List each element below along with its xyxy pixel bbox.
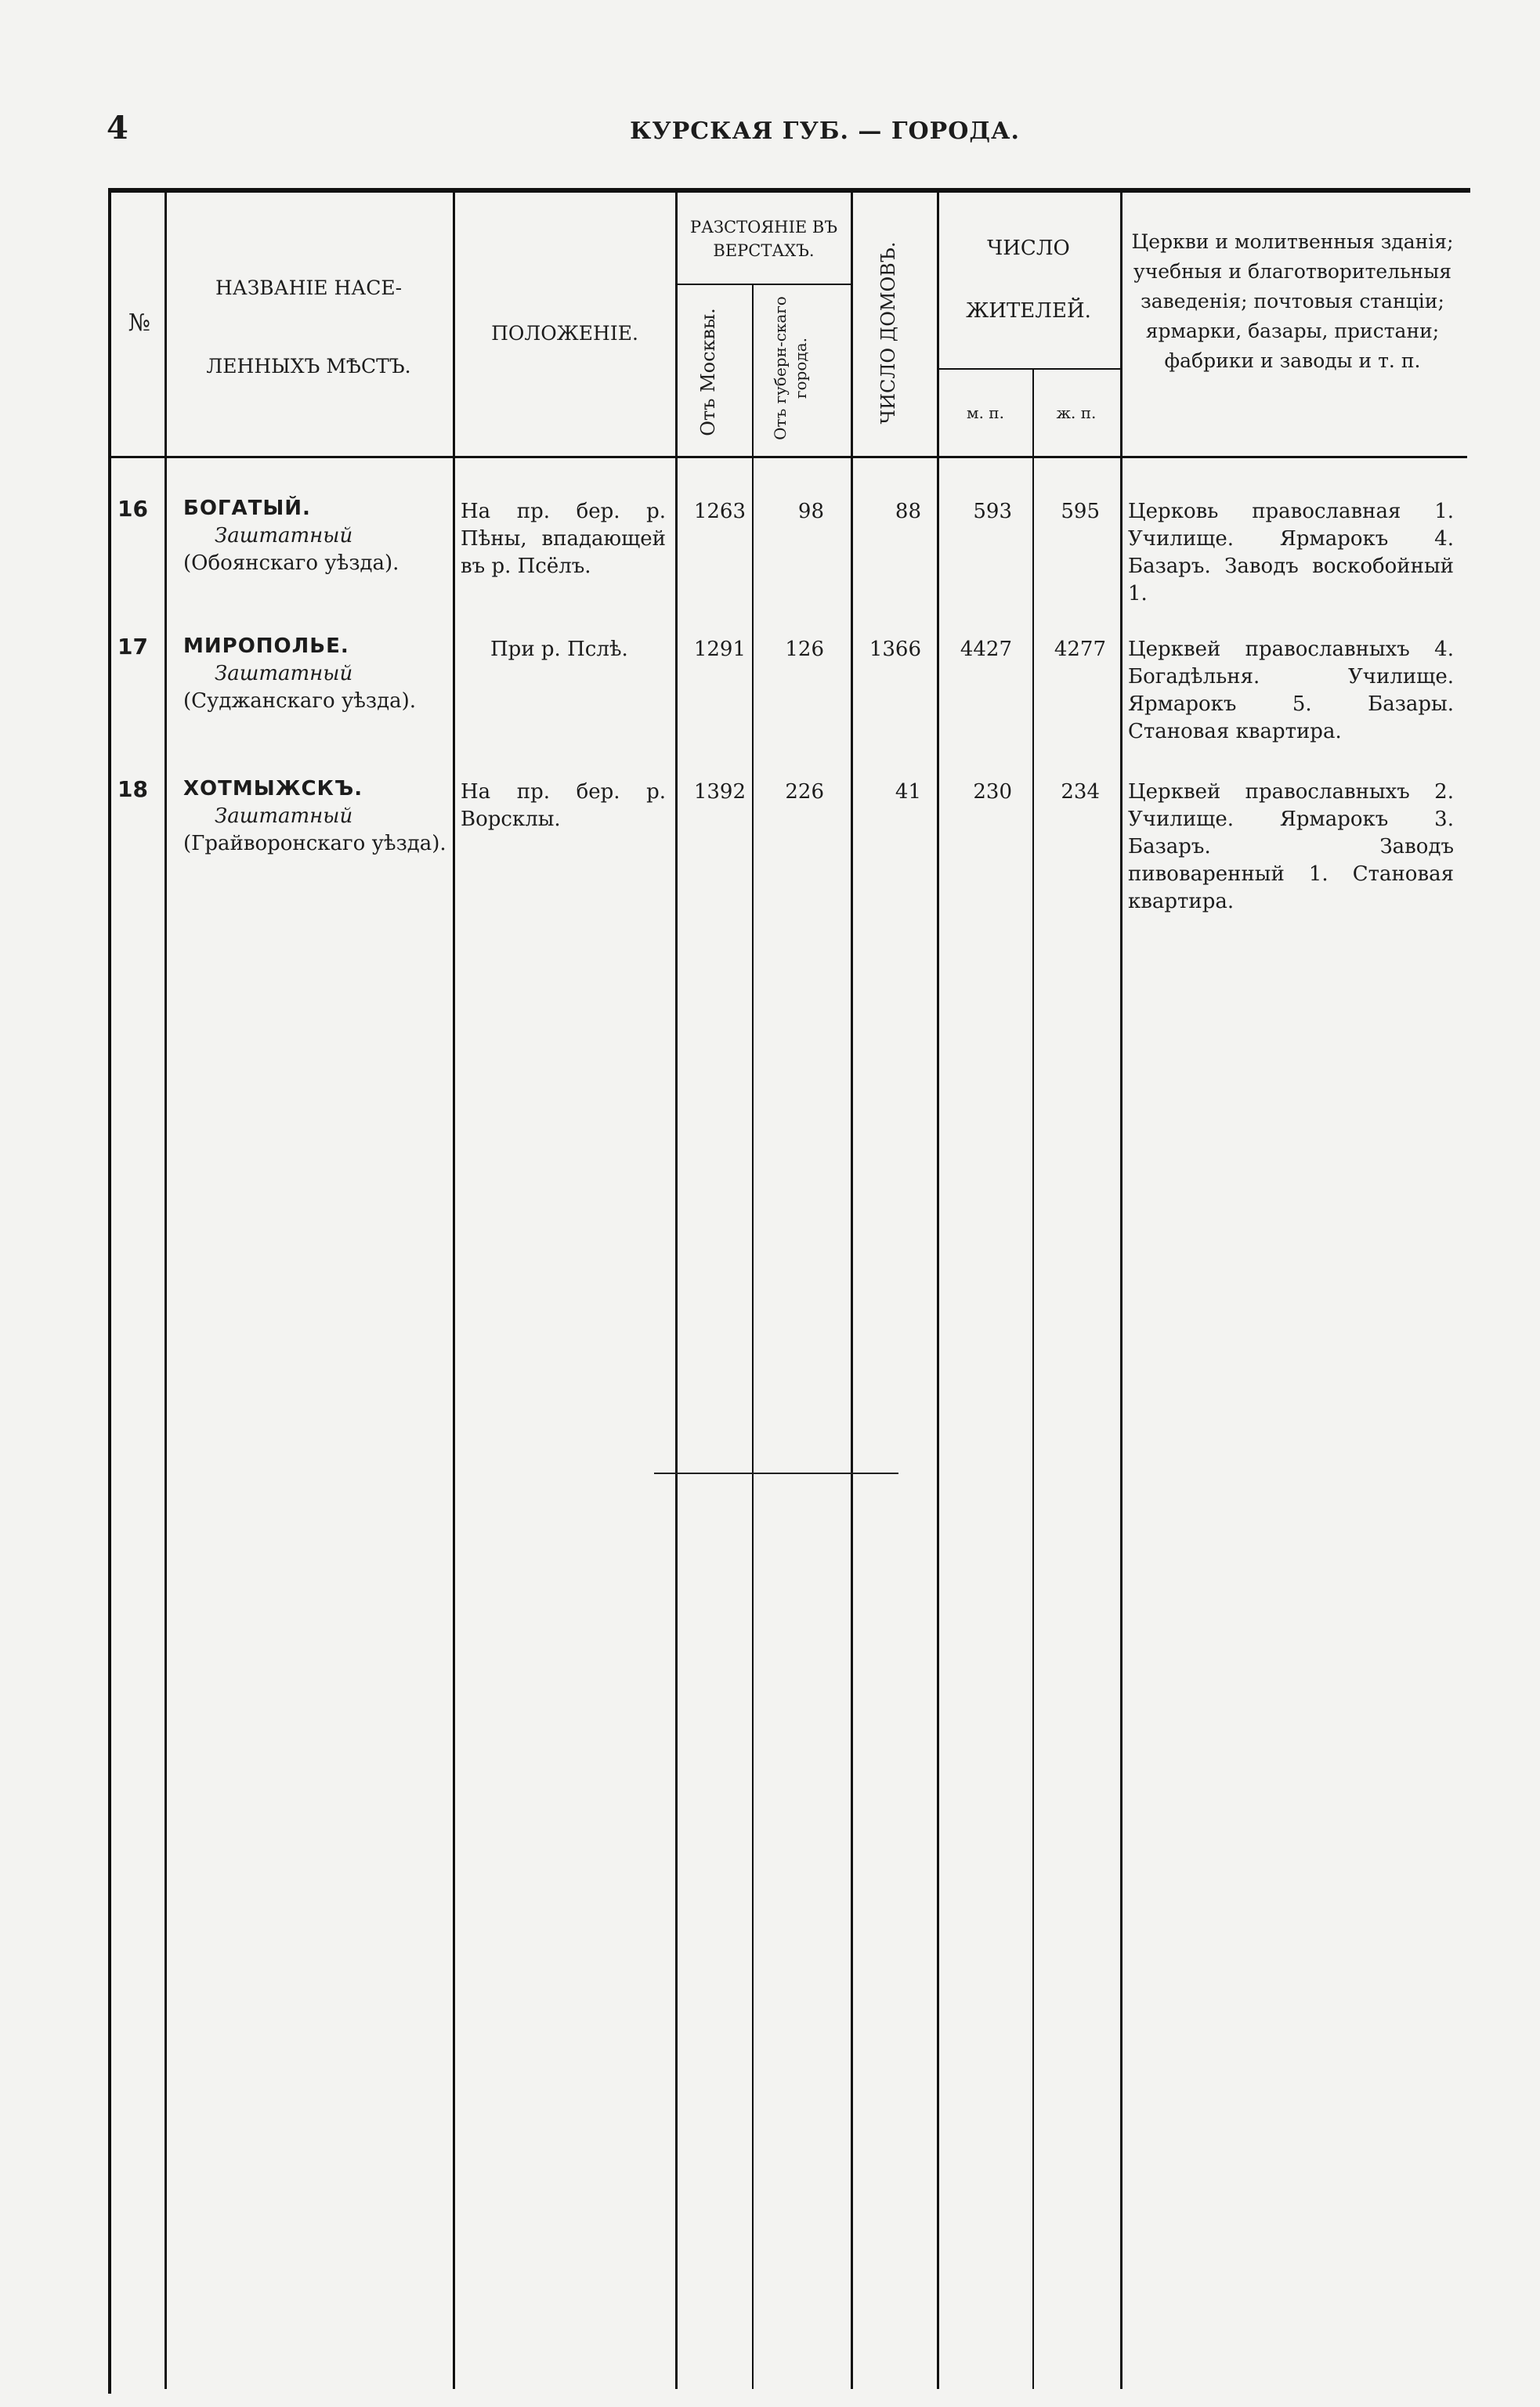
distance-gub-cell: 226 [785,780,824,804]
settlement-name [183,775,450,858]
row-number: 17 [117,634,148,660]
settlement-status: Заштатный [215,662,353,685]
closing-rule [654,1473,898,1474]
settlement-district: (Обоянскаго уѣзда). [183,551,399,575]
male-cell: 230 [973,780,1012,804]
position-cell: При р. Пслѣ. [490,638,628,661]
col-rule-gub [752,284,754,2389]
position-cell: На пр. бер. р. Ворсклы. [461,780,666,831]
male-cell: 593 [973,500,1012,523]
distance-moscow-cell: 1263 [693,500,746,523]
position-cell: На пр. бер. р. Пѣны, впадающей въ р. Псёлъ. [461,500,666,578]
running-head [0,117,1540,145]
header-inhabitants-line2: ЖИТЕЛЕЙ. [966,299,1091,323]
header-male: м. п. [967,403,1004,422]
row-number: 18 [117,776,148,802]
settlement-district: (Суджанскаго уѣзда). [183,689,417,713]
female-cell: 4277 [1054,638,1106,661]
distance-moscow-cell: 1392 [693,780,746,804]
settlement-name [183,495,450,577]
col-rule-female [1032,368,1034,2389]
col-rule-institutions [1120,193,1122,2389]
header-houses: ЧИСЛО ДОМОВЪ. [877,241,899,425]
header-distance-group: РАЗСТОЯНІЕ ВЪ ВЕРСТАХЪ. [689,218,838,260]
female-cell: 595 [1061,500,1100,523]
institutions-cell: Церквей православныхъ 4. Богадѣльня. Училище. Ярмарокъ 5. Базары. Становая квартира. [1128,638,1454,743]
header-institutions: Церкви и молитвенныя зданія; учебныя и благотворительныя заведенія; почтовыя станціи; ярмарки, базары, пристани; фабрики и заводы и т. п. [1131,230,1454,372]
row-number: 16 [117,496,148,522]
page-number: 4 [107,110,128,146]
settlement-status: Заштатный [215,804,353,828]
settlement-status: Заштатный [215,524,353,548]
distance-gub-cell: 98 [797,500,824,523]
header-name-line1: НАЗВАНІЕ НАСЕ- [215,276,403,299]
col-rule-name [164,193,167,2389]
header-name-line2: ЛЕННЫХЪ МѢСТЪ. [206,355,411,378]
houses-cell: 41 [895,780,921,804]
header-no: № [128,309,151,337]
rule-distance-group [675,284,851,285]
header-inhabitants-line1: ЧИСЛО [987,237,1070,260]
col-rule-houses [851,193,853,2389]
houses-cell: 1366 [869,638,921,661]
settlement-title: ХОТМЫЖСКЪ. [183,777,363,801]
running-head-title: КУРСКАЯ ГУБ. — ГОРОДА. [630,117,1020,145]
distance-moscow-cell: 1291 [693,638,746,661]
houses-cell: 88 [895,500,921,523]
institutions-cell: Церковь православная 1. Училище. Ярмарокъ 4. Базаръ. Заводъ воскобойный 1. [1128,500,1454,605]
female-cell: 234 [1061,780,1100,804]
institutions-cell: Церквей православныхъ 2. Училище. Ярмарокъ 3. Базаръ. Заводъ пивоваренный 1. Становая квартира. [1128,780,1454,913]
settlement-title: БОГАТЫЙ. [183,497,311,520]
settlement-title: МИРОПОЛЬЕ. [183,634,349,658]
settlement-name [183,633,450,715]
distance-gub-cell: 126 [785,638,824,661]
settlement-district: (Грайворонскаго уѣзда). [183,832,446,855]
header-from-moscow: Отъ Москвы. [697,308,719,436]
col-rule-position [453,193,455,2389]
header-female: ж. п. [1056,403,1097,422]
header-from-gub: Отъ губерн-скаго города. [771,296,810,440]
male-cell: 4427 [960,638,1012,661]
col-rule-inhabitants [937,193,939,2389]
header-position: ПОЛОЖЕНІЕ. [491,322,638,345]
rule-inhabitants-group [937,368,1120,370]
col-rule-moscow [675,193,678,2389]
